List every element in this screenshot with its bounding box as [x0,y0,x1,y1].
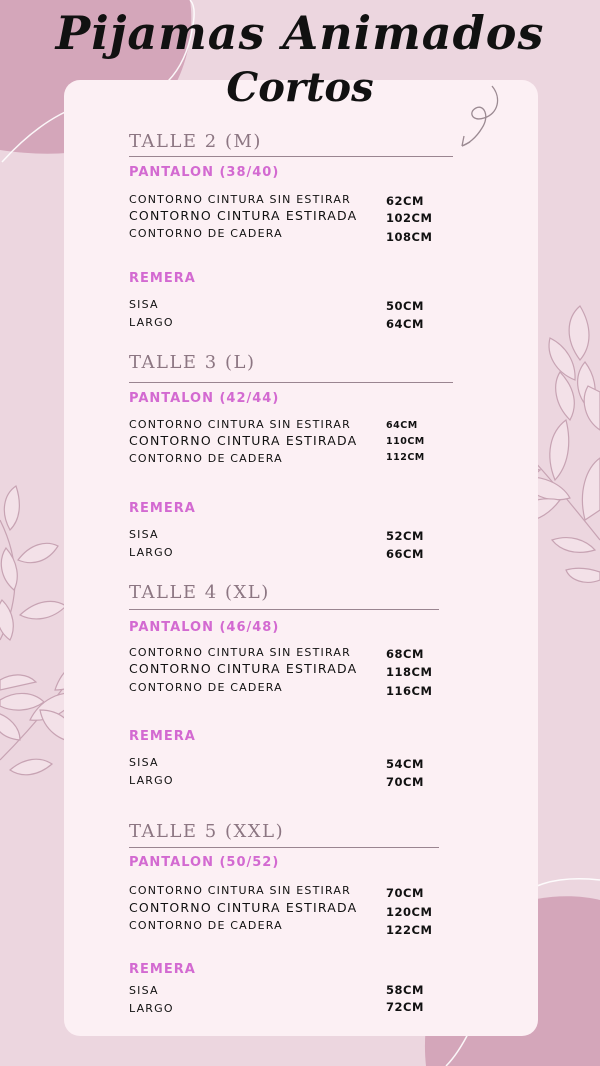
measure-label: CONTORNO CINTURA SIN ESTIRAR [129,418,351,431]
divider [129,156,453,157]
measure-label: CONTORNO CINTURA ESTIRADA [129,208,358,223]
measure-label: LARGO [129,1002,174,1015]
measure-value: 102CM [386,211,433,225]
divider [129,847,439,848]
measure-value: 118CM [386,665,433,679]
measure-label: SISA [129,528,159,541]
measure-label: CONTORNO CINTURA SIN ESTIRAR [129,646,351,659]
remera-heading: REMERA [129,271,196,286]
measure-label: CONTORNO CINTURA ESTIRADA [129,433,358,448]
measure-label: CONTORNO CINTURA ESTIRADA [129,900,358,915]
measure-value: 54CM [386,757,424,771]
talle-heading: TALLE 4 (XL) [129,582,270,603]
measure-value: 110CM [386,436,425,447]
measure-value: 70CM [386,886,424,900]
measure-value: 66CM [386,547,424,561]
measure-label: CONTORNO DE CADERA [129,681,283,694]
measure-value: 70CM [386,775,424,789]
page-title-line1: Pijamas Animados [55,6,545,60]
measure-value: 62CM [386,194,424,208]
measure-label: CONTORNO CINTURA SIN ESTIRAR [129,884,351,897]
measure-value: 72CM [386,1000,424,1014]
measure-value: 64CM [386,420,418,431]
remera-heading: REMERA [129,729,196,744]
remera-heading: REMERA [129,962,196,977]
measure-label: SISA [129,984,159,997]
talle-heading: TALLE 3 (L) [129,352,256,373]
measure-label: LARGO [129,774,174,787]
measure-value: 50CM [386,299,424,313]
pantalon-heading: PANTALON (46/48) [129,620,280,635]
pantalon-heading: PANTALON (50/52) [129,855,280,870]
measure-label: LARGO [129,546,174,559]
measure-label: CONTORNO DE CADERA [129,452,283,465]
divider [129,382,453,383]
measure-value: 112CM [386,452,425,463]
measure-label: CONTORNO CINTURA ESTIRADA [129,661,358,676]
measure-value: 52CM [386,529,424,543]
measure-label: SISA [129,756,159,769]
measure-label: LARGO [129,316,174,329]
measure-value: 116CM [386,684,433,698]
measure-label: SISA [129,298,159,311]
measure-label: CONTORNO DE CADERA [129,919,283,932]
talle-heading: TALLE 5 (XXL) [129,821,285,842]
measure-value: 108CM [386,230,433,244]
measure-value: 122CM [386,923,433,937]
measure-label: CONTORNO CINTURA SIN ESTIRAR [129,193,351,206]
divider [129,609,439,610]
pantalon-heading: PANTALON (42/44) [129,391,280,406]
remera-heading: REMERA [129,501,196,516]
measure-value: 68CM [386,647,424,661]
talle-heading: TALLE 2 (M) [129,131,262,152]
measure-value: 58CM [386,983,424,997]
pantalon-heading: PANTALON (38/40) [129,165,280,180]
measure-value: 120CM [386,905,433,919]
measure-value: 64CM [386,317,424,331]
page-title-line2: Cortos [226,64,374,111]
measure-label: CONTORNO DE CADERA [129,227,283,240]
